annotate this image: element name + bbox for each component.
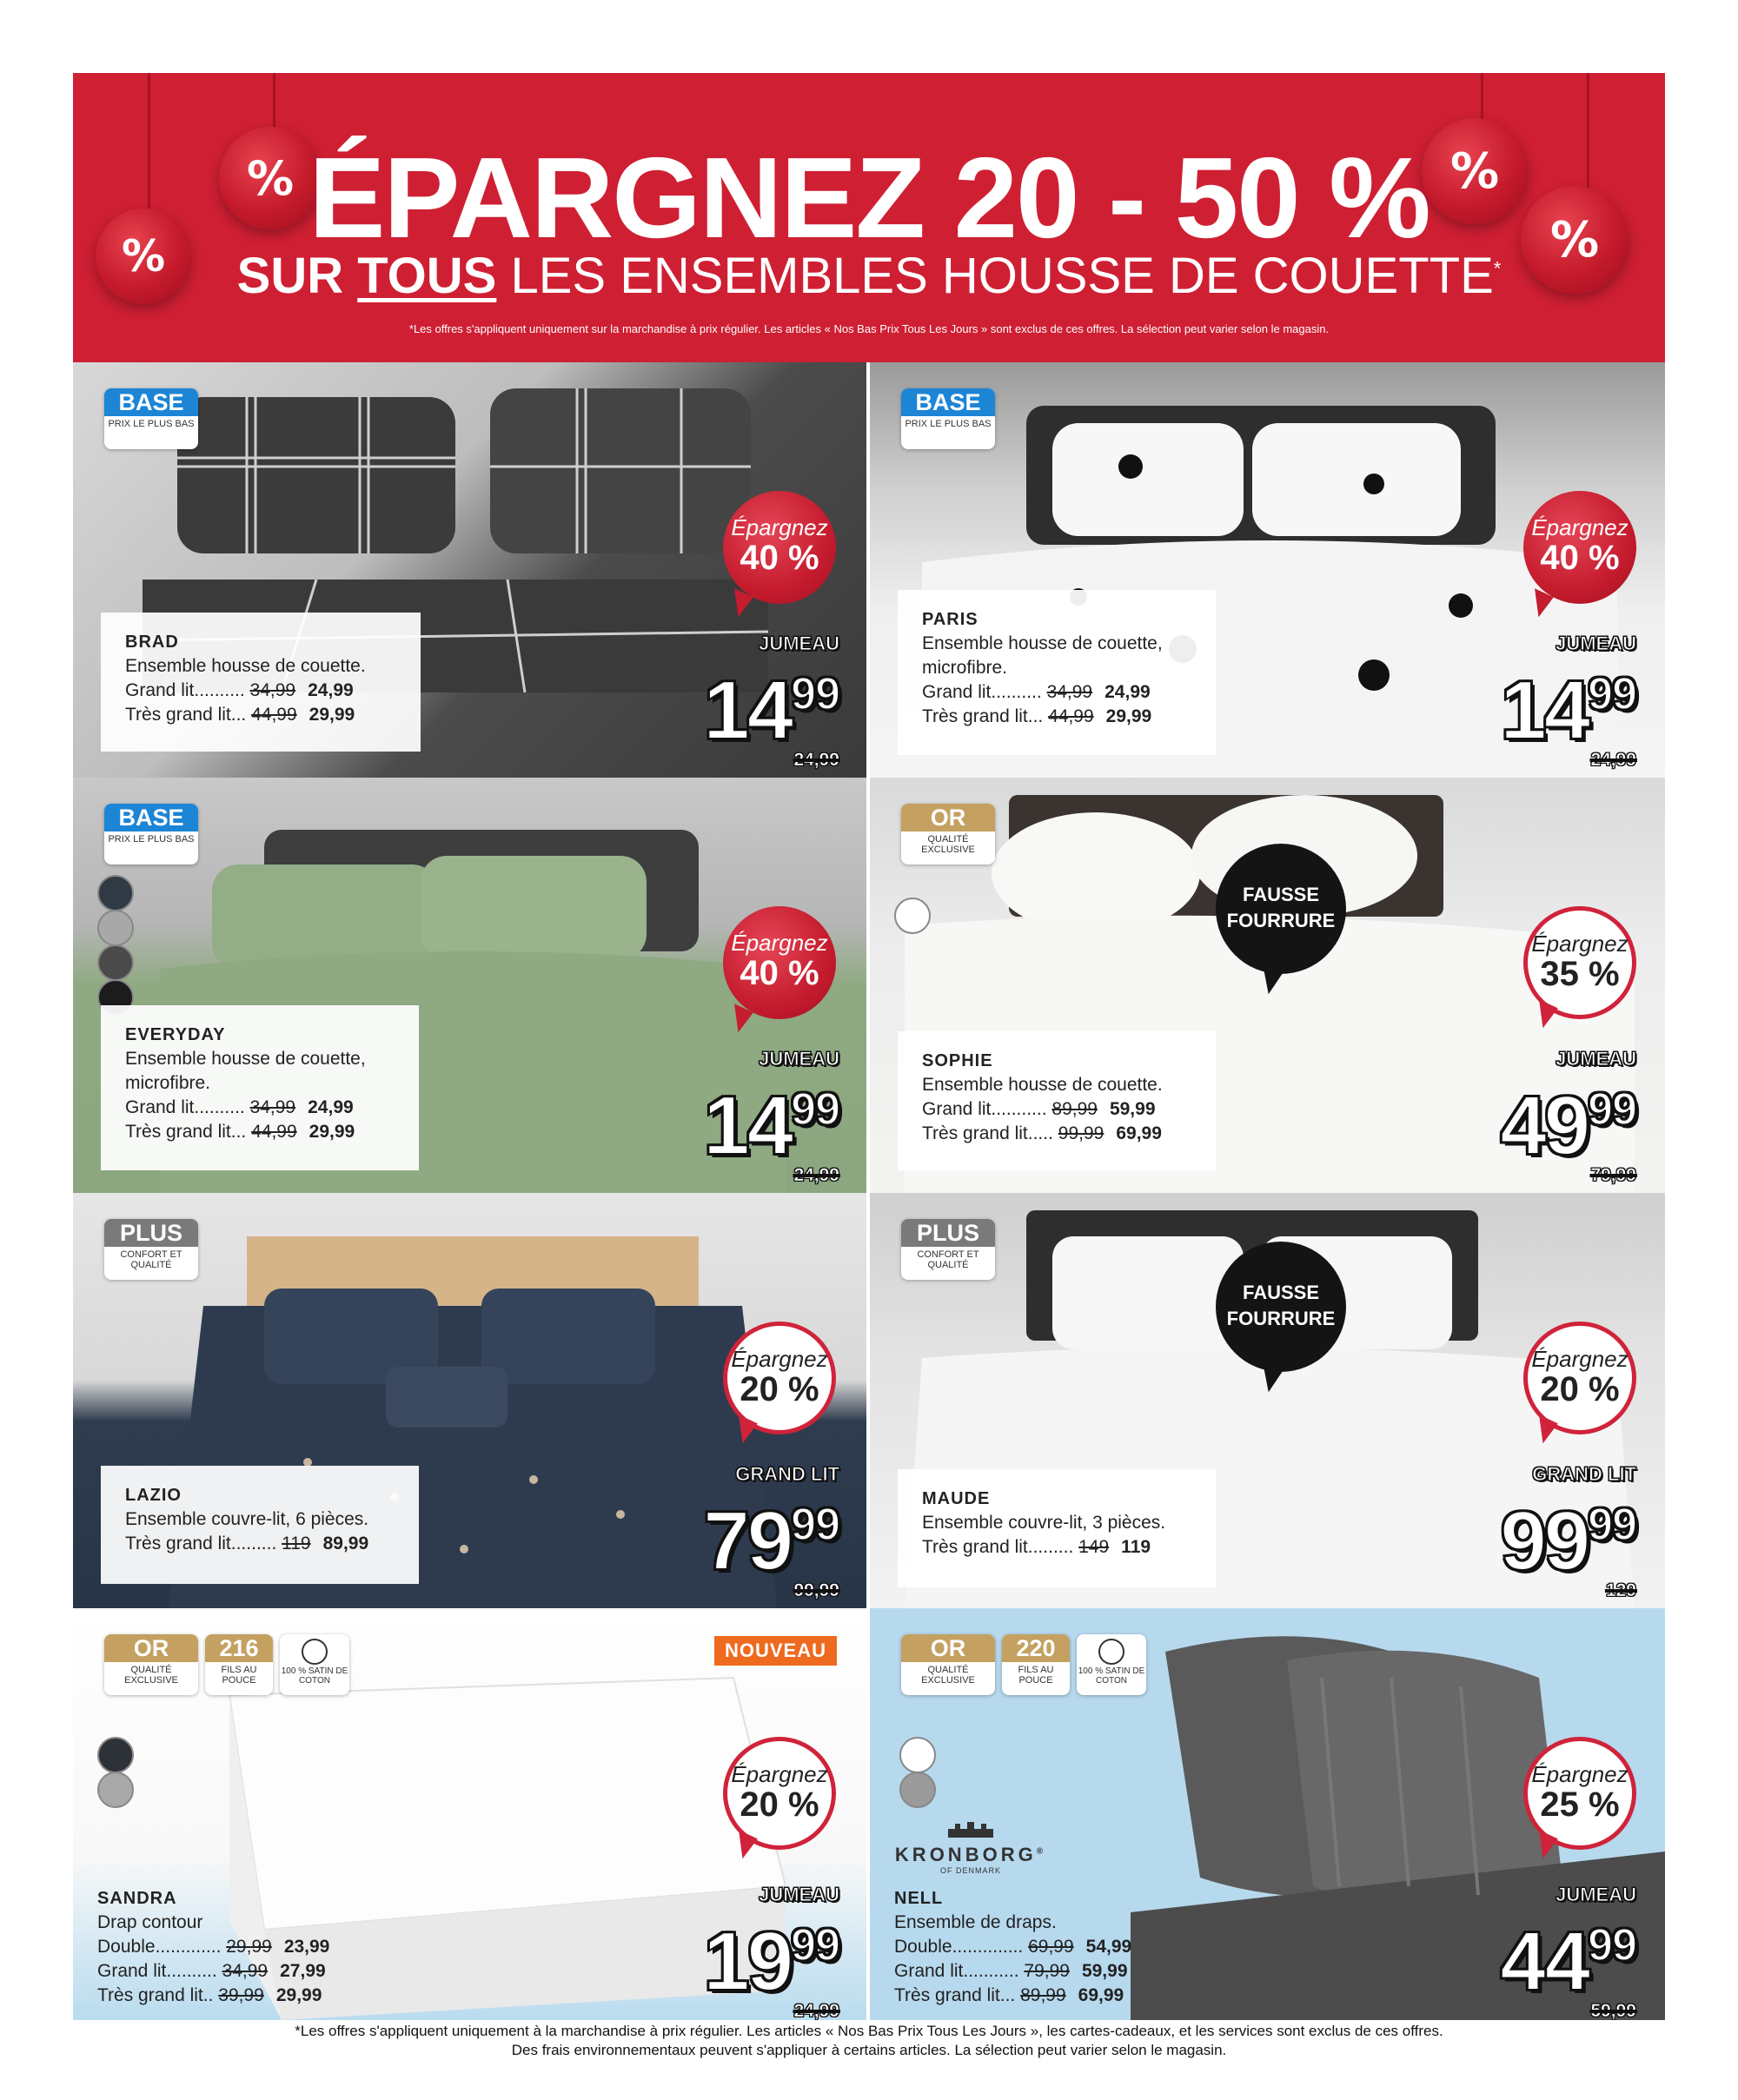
product-name: SANDRA (97, 1889, 177, 1908)
thread-count-badge: 216 FILS AU POUCE (205, 1634, 273, 1695)
price-block: JUMEAU $14^{99}$ 24,99 (1500, 633, 1636, 770)
product-info-card (870, 1869, 1217, 2020)
plus-badge: PLUS CONFORT ET QUALITÉ (104, 1219, 198, 1280)
product-info-card (898, 1469, 1216, 1587)
size-price-row: Grand lit........... 89,99 59,99 (922, 1099, 1156, 1119)
savings-bubble: Épargnez 20 % (723, 1322, 836, 1434)
product-description: Ensemble couvre-lit, 6 pièces. (125, 1509, 369, 1529)
product-name: EVERYDAY (125, 1025, 226, 1044)
banner-subtitle: SUR TOUS LES ENSEMBLES HOUSSE DE COUETTE* (236, 248, 1502, 304)
product-description: Ensemble housse de couette. (922, 1075, 1163, 1095)
product-description: Ensemble housse de couette, microfibre. (922, 633, 1163, 678)
base-badge: BASE PRIX LE PLUS BAS (104, 388, 198, 449)
price-block: JUMEAU $44^{99}$ 59,99 (1500, 1884, 1636, 2020)
cotton-icon (302, 1639, 328, 1665)
product-info-card (898, 590, 1216, 755)
size-price-row: Grand lit.......... 34,99 27,99 (97, 1961, 326, 1981)
product-info-card (73, 1869, 421, 2020)
price-block: GRAND LIT $79^{99}$ 99,99 (703, 1463, 839, 1600)
product-cell-paris[interactable] (870, 362, 1665, 778)
product-description: Ensemble housse de couette, microfibre. (125, 1049, 366, 1093)
savings-bubble: Épargnez 40 % (723, 906, 836, 1019)
thread-count-badge: 220 FILS AU POUCE (1002, 1634, 1070, 1695)
product-cell-brad[interactable] (73, 362, 866, 778)
percent-tag-icon: % (1422, 118, 1528, 224)
product-cell-nell[interactable] (870, 1608, 1665, 2020)
percent-tag-icon: % (1521, 186, 1629, 294)
savings-bubble: Épargnez 20 % (723, 1737, 836, 1850)
size-price-row: Très grand lit......... 119 89,99 (125, 1534, 369, 1553)
size-price-row: Très grand lit... 89,99 69,99 (894, 1985, 1124, 2005)
size-price-row: Très grand lit... 44,99 29,99 (125, 1122, 355, 1142)
footer-disclaimer (0, 2022, 1738, 2060)
product-info-card (101, 613, 421, 752)
size-price-row: Double............. 29,99 23,99 (97, 1937, 330, 1957)
tag-string (273, 73, 275, 134)
product-name: SOPHIE (922, 1051, 993, 1070)
castle-icon (945, 1820, 997, 1839)
product-name: PARIS (922, 610, 978, 629)
size-price-row: Double.............. 69,99 54,99 (894, 1937, 1132, 1957)
cotton-satin-badge: 100 % SATIN DE COTON (1077, 1634, 1146, 1695)
color-swatch[interactable] (97, 1737, 134, 1773)
banner-title: ÉPARGNEZ 20 - 50 % (308, 134, 1430, 262)
product-description: Ensemble housse de couette. (125, 656, 366, 676)
size-price-row: Très grand lit......... 149 119 (922, 1537, 1151, 1557)
color-swatch[interactable] (894, 898, 931, 934)
color-swatch[interactable] (899, 1737, 936, 1773)
product-name: NELL (894, 1889, 944, 1908)
product-name: LAZIO (125, 1486, 182, 1505)
tag-string (1481, 73, 1483, 125)
faux-fur-bubble: FAUSSE FOURRURE (1216, 844, 1346, 974)
percent-tag-icon: % (219, 127, 322, 229)
size-price-row: Très grand lit..... 99,99 69,99 (922, 1123, 1162, 1143)
promo-banner (73, 73, 1665, 362)
color-swatch[interactable] (97, 944, 134, 981)
brand-logo: KRONBORG® OF DENMARK (892, 1820, 1049, 1875)
footer-line: Des frais environnementaux peuvent s'appliquer à certains articles. La sélection peut varier selon le magasin. (511, 2042, 1227, 2058)
size-price-row: Grand lit.......... 34,99 24,99 (125, 680, 354, 700)
color-swatch[interactable] (97, 875, 134, 911)
color-swatch[interactable] (899, 1772, 936, 1808)
size-price-row: Très grand lit.. 39,99 29,99 (97, 1985, 322, 2005)
size-price-row: Grand lit........... 79,99 59,99 (894, 1961, 1128, 1981)
or-badge: OR QUALITÉ EXCLUSIVE (104, 1634, 198, 1695)
plus-badge: PLUS CONFORT ET QUALITÉ (901, 1219, 995, 1280)
base-badge: BASE PRIX LE PLUS BAS (104, 804, 198, 865)
size-price-row: Grand lit.......... 34,99 24,99 (125, 1097, 354, 1117)
price-block: JUMEAU $14^{99}$ 24,99 (703, 633, 839, 770)
savings-bubble: Épargnez 40 % (1523, 491, 1636, 604)
product-description: Drap contour (97, 1912, 203, 1932)
percent-tag-icon: % (96, 209, 191, 304)
new-badge: NOUVEAU (714, 1636, 837, 1666)
product-cell-everyday[interactable] (73, 778, 866, 1193)
product-name: MAUDE (922, 1489, 991, 1508)
product-cell-lazio[interactable] (73, 1193, 866, 1608)
product-cell-sophie[interactable] (870, 778, 1665, 1193)
savings-bubble: Épargnez 40 % (723, 491, 836, 604)
product-info-card (101, 1466, 419, 1584)
or-badge: OR QUALITÉ EXCLUSIVE (901, 804, 995, 865)
product-cell-maude[interactable] (870, 1193, 1665, 1608)
product-info-card (101, 1005, 419, 1170)
cotton-satin-badge: 100 % SATIN DE COTON (280, 1634, 349, 1695)
price-block: GRAND LIT $99^{99}$ 129 (1500, 1463, 1636, 1600)
size-price-row: Grand lit.......... 34,99 24,99 (922, 682, 1151, 702)
savings-bubble: Épargnez 20 % (1523, 1322, 1636, 1434)
product-description: Ensemble de draps. (894, 1912, 1057, 1932)
size-price-row: Très grand lit... 44,99 29,99 (922, 706, 1152, 726)
base-badge: BASE PRIX LE PLUS BAS (901, 388, 995, 449)
product-description: Ensemble couvre-lit, 3 pièces. (922, 1513, 1166, 1533)
price-block: JUMEAU $14^{99}$ 24,99 (703, 1048, 839, 1185)
product-info-card (898, 1031, 1216, 1170)
product-name: BRAD (125, 633, 179, 652)
savings-bubble: Épargnez 35 % (1523, 906, 1636, 1019)
faux-fur-bubble: FAUSSE FOURRURE (1216, 1242, 1346, 1372)
cotton-icon (1098, 1639, 1124, 1665)
size-price-row: Très grand lit... 44,99 29,99 (125, 705, 355, 725)
color-swatch[interactable] (97, 1772, 134, 1808)
savings-bubble: Épargnez 25 % (1523, 1737, 1636, 1850)
price-block: JUMEAU $19^{99}$ 24,99 (703, 1884, 839, 2020)
product-cell-sandra[interactable] (73, 1608, 866, 2020)
color-swatch[interactable] (97, 910, 134, 946)
footer-line: *Les offres s'appliquent uniquement à la marchandise à prix régulier. Les articles « Nos Bas Prix Tous Les Jours », les cartes-cadeaux, et les services sont exclus de ces offres. (295, 2023, 1443, 2039)
banner-note: *Les offres s'appliquent uniquement sur la marchandise à prix régulier. Les articles « Nos Bas Prix Tous Les Jours » sont exclus de ces offres. La sélection peut varier selon le magasin. (408, 322, 1330, 335)
price-block: JUMEAU $49^{99}$ 79,99 (1500, 1048, 1636, 1185)
or-badge: OR QUALITÉ EXCLUSIVE (901, 1634, 995, 1695)
